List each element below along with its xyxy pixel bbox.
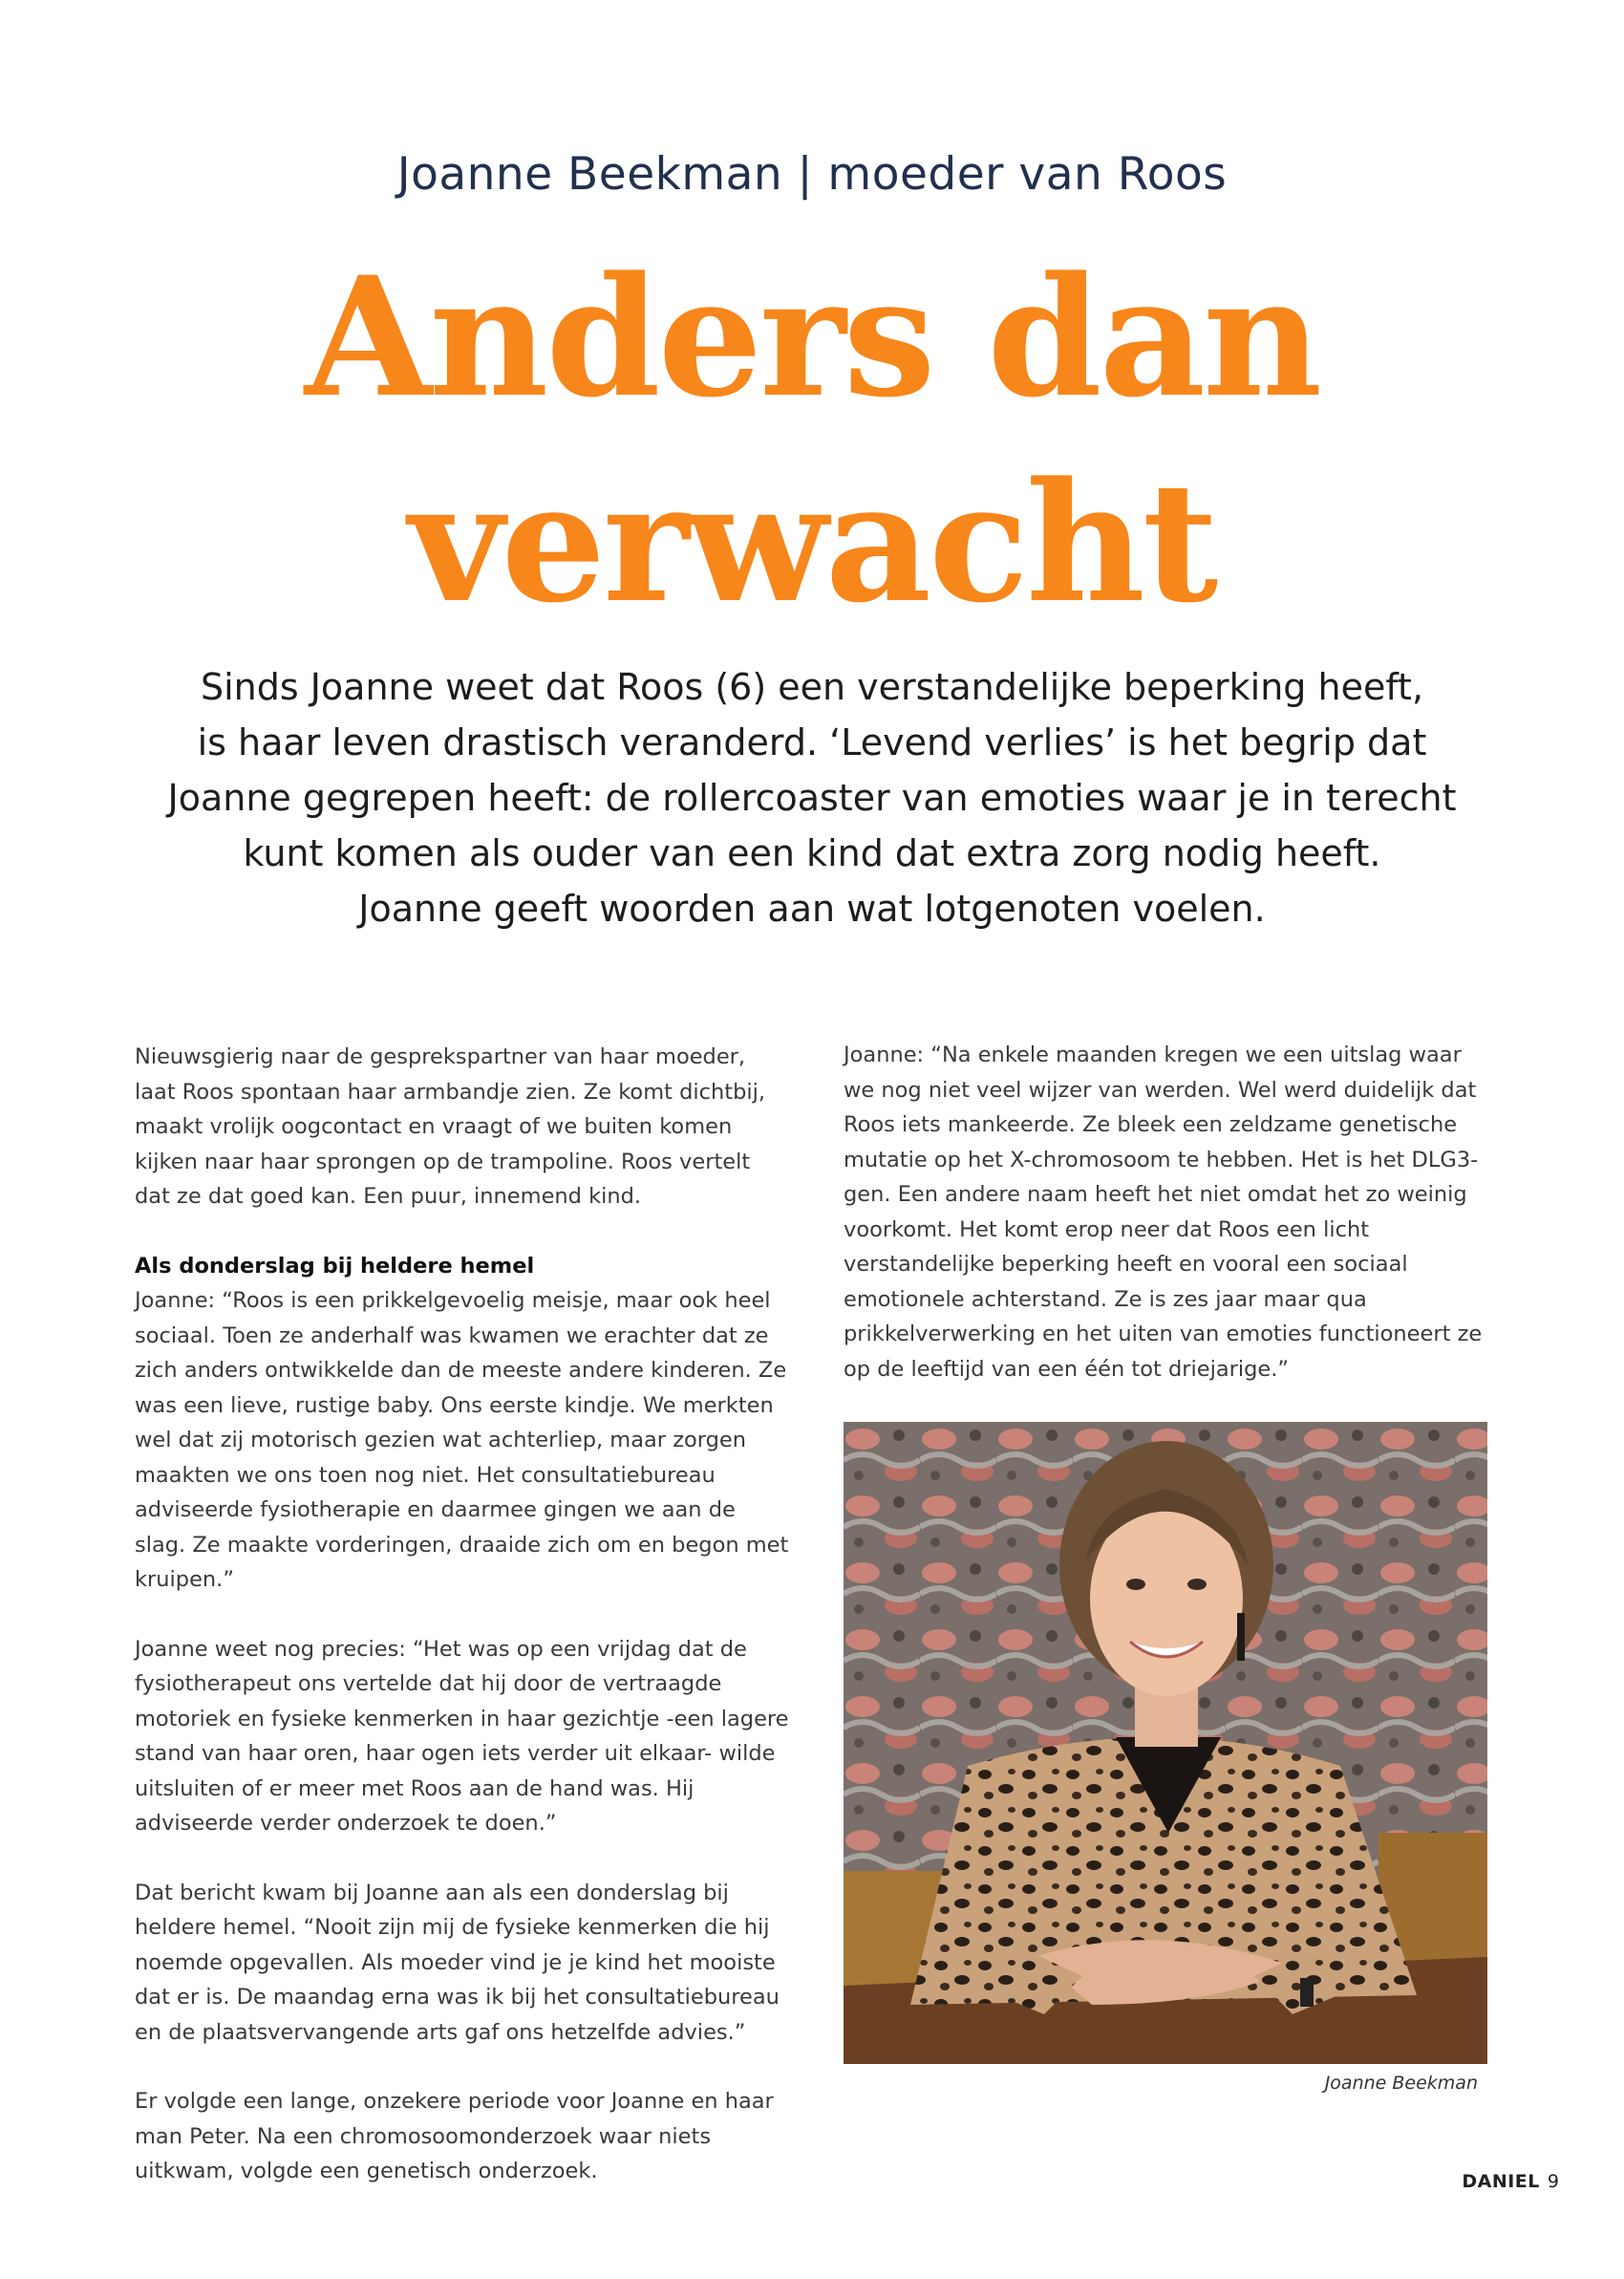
paragraph — [135, 1040, 803, 1215]
intro-line: kunt komen als ouder van een kind dat extra zorg nodig heeft. — [243, 832, 1381, 874]
text-line: dat er is. De maandag erna was ik bij het consultatiebureau — [135, 1985, 780, 2010]
text-line: mutatie op het X-chromosoom te hebben. Het is het DLG3- — [844, 1147, 1479, 1172]
text-line: heldere hemel. “Nooit zijn mij de fysieke kenmerken die hij — [135, 1915, 770, 1940]
intro-line: is haar leven drastisch veranderd. ‘Levend verlies’ is het begrip dat — [197, 721, 1427, 763]
section-subheading: Als donderslag bij heldere hemel — [135, 1253, 535, 1279]
text-line: was een lieve, rustige baby. Ons eerste kindje. We merkten — [135, 1392, 774, 1418]
paragraph — [135, 1632, 803, 1841]
title-line-2: verwacht — [408, 445, 1216, 639]
page-number: 9 — [1547, 2171, 1559, 2192]
intro-line: Sinds Joanne weet dat Roos (6) een verstandelijke beperking heeft, — [200, 666, 1424, 708]
text-line: noemde opgevallen. Als moeder vind je je kind het mooiste — [135, 1949, 776, 1975]
text-line: we nog niet veel wijzer van werden. Wel werd duidelijk dat — [844, 1077, 1477, 1103]
intro-lead — [96, 659, 1528, 936]
portrait-photo — [844, 1422, 1487, 2064]
text-line: adviseerde verder onderzoek te doen.” — [135, 1811, 557, 1836]
text-line: Joanne weet nog precies: “Het was op een vrijdag dat de — [135, 1636, 747, 1662]
text-line: zich anders ontwikkelde dan de meeste andere kinderen. Ze — [135, 1358, 787, 1383]
right-column — [844, 1038, 1503, 1421]
paragraph — [135, 2084, 803, 2189]
text-line: stand van haar oren, haar ogen iets verder uit elkaar- wilde — [135, 1741, 776, 1766]
text-line: uitsluiten of er meer met Roos aan de hand was. Hij — [135, 1775, 694, 1801]
text-line: dat ze dat goed kan. Een puur, innemend kind. — [135, 1184, 642, 1209]
text-line: fysiotherapeut ons vertelde dat hij door de vertraagde — [135, 1671, 722, 1696]
text-line: sociaal. Toen ze anderhalf was kwamen we erachter dat ze — [135, 1322, 769, 1348]
text-line: en de plaatsvervangende arts gaf ons hetzelfde advies.” — [135, 2019, 746, 2045]
text-line: gen. Een andere naam heeft het niet omdat het zo weinig — [844, 1182, 1467, 1207]
text-line: verstandelijke beperking heeft en vooral een sociaal — [844, 1252, 1408, 1277]
text-line: man Peter. Na een chromosoomonderzoek waar niets — [135, 2123, 712, 2149]
paragraph — [844, 1038, 1503, 1387]
left-column — [135, 1040, 803, 2224]
article-kicker: Joanne Beekman | moeder van Roos — [396, 148, 1228, 201]
text-line: prikkelverwerking en het uiten van emoties functioneert ze — [844, 1322, 1483, 1346]
text-line: Joanne: “Na enkele maanden kregen we een uitslag waar — [844, 1043, 1462, 1067]
article-title — [0, 234, 1624, 645]
text-line: adviseerde fysiotherapie en daarmee gingen we aan de — [135, 1497, 736, 1522]
text-line: wel dat zij motorisch gezien wat achterliep, maar zorgen — [135, 1428, 747, 1452]
title-line-1: Anders dan — [304, 240, 1320, 434]
text-line: Er volgde een lange, onzekere periode voor Joanne en haar — [135, 2089, 774, 2114]
text-line: maakten we ons toen nog niet. Het consultatiebureau — [135, 1462, 716, 1488]
text-line: op de leeftijd van een één tot driejarige.” — [844, 1356, 1290, 1382]
photo-caption: Joanne Beekman — [1324, 2073, 1478, 2094]
text-line: laat Roos spontaan haar armbandje zien. Ze komt dichtbij, — [135, 1079, 766, 1105]
page-footer — [1462, 2171, 1559, 2192]
paragraph — [135, 1876, 803, 2051]
text-line: kijken naar haar sprongen op de trampoline. Roos vertelt — [135, 1149, 751, 1174]
text-line: uitkwam, volgde een genetisch onderzoek. — [135, 2159, 598, 2183]
intro-line: Joanne geeft woorden aan wat lotgenoten voelen. — [358, 888, 1266, 930]
text-line: Dat bericht kwam bij Joanne aan als een donderslag bij — [135, 1880, 729, 1905]
text-line: voorkomt. Het komt erop neer dat Roos een licht — [844, 1216, 1370, 1242]
intro-line: Joanne gegrepen heeft: de rollercoaster van emoties waar je in terecht — [167, 777, 1457, 819]
text-line: maakt vrolijk oogcontact en vraagt of we buiten komen — [135, 1114, 733, 1139]
text-line: Roos iets mankeerde. Ze bleek een zeldzame genetische — [844, 1112, 1458, 1137]
text-line: motoriek en fysieke kenmerken in haar gezichtje -een lagere — [135, 1706, 789, 1731]
magazine-logo: DANIEL — [1462, 2171, 1540, 2192]
text-line: kruipen.” — [135, 1567, 234, 1592]
text-line: Nieuwsgierig naar de gesprekspartner van haar moeder, — [135, 1044, 746, 1069]
paragraph — [135, 1249, 803, 1598]
text-line: emotionele achterstand. Ze is zes jaar maar qua — [844, 1286, 1367, 1312]
text-line: slag. Ze maakte vorderingen, draaide zich om en begon met — [135, 1532, 789, 1558]
text-line: Joanne: “Roos is een prikkelgevoelig meisje, maar ook heel — [135, 1288, 771, 1313]
